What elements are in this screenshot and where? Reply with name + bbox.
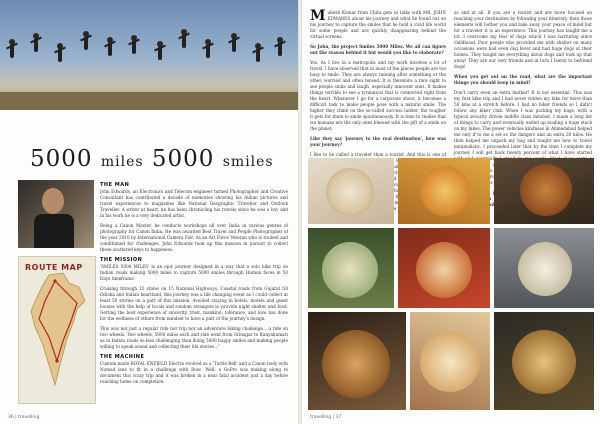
photo-dish-7 [308,312,406,410]
section-heading-man: THE MAN [100,182,130,188]
paragraph: John Edwards, an Electronics and Telecom engineer turned Photographer and Creative Consultant has contributed a decade of memories showing his Indian pictures and travel experiences to magazines like National Geographic Traveller and Outlook Traveller. A writer at heart, he has been chronicling his travels since he was a boy and in his work he is a very dedicated artist. [100,189,288,218]
photo-dish-8 [410,312,490,410]
india-map-shape [19,257,95,403]
answer: Don't carry even an extra feather! It is not essential. This was my first bike trip and I had never ridden my bike for more than 50 kms at a stretch before. I had no biker friends so I didn't follow any biker club. When I was packing my bags, with a typical security driven middle class mindset, I made a long list of things to carry and eventually ended up loading a huge stack on my bikes. The power vehicles kindness in Ahmedabad helped me only if to me a set so the dangers and an extra 20 kilos. He then helped me unpack my bag and taught me how to travel minimalistic. I proceeded later that by the time I complete my journey I will get back twenty percent of what I have started [454,90,592,155]
left-folio: 36 | travelling [8,415,40,420]
jumping-person [58,48,62,62]
headline-word-b: smiles [222,154,274,170]
photo-dish-1 [308,158,394,224]
jumping-person [232,38,236,52]
left-body-text [100,180,288,412]
portrait-face [42,188,64,214]
drop-cap: M [310,8,326,24]
right-page [302,0,600,424]
headline [30,146,274,172]
question: So John, the project Smiles 5000 Miles. We all can figure out the reason behind it but would you like to elaborate? [310,44,446,55]
route-map-image [18,256,96,404]
paragraph: This was not just a regular ride nor trip nor an adventure biking challenge... a ride on two wheels. Two wheels, 5000 miles each and ride went from Srinagar to Kanyakumari as in Indian roads so less challenging than doing 5000 happy smiles and making people willing to speak sound and collecting their life stories..." [100,326,288,349]
paragraph: Cruising through 15 states on 15 National Highways, Coastal roads from Gujarat till Odisha and Indian heartland, this journey was a life changing event as I could collect at least 50 stories on a part of this mission. Avoided staying in hotels, motels and guest houses with the help of locals and random strangers to provide night shelter and food. Getting the best experience of sincerity, trust, mankind, tolerance, and love has done for the wellness of others from mindset to have a part of the journey's design. [100,286,288,321]
photo-dish-6 [494,228,594,308]
right-folio: travelling | 37 [310,415,342,420]
left-page [0,0,298,424]
headline-number-b: 5000 [151,146,215,172]
answer: so and at all. If you are a tourist and are more focused on reaching your destination by following your itinerary, then those elements will bother you and take away your peace of mind but for a traveler it is an experience. This journey has taught me a lot. I overcome my fear of dogs which I was nurturing since childhood. Poor people who provided me with shelter on many occasions were had even dog fever and had huge dogs at their homes. They taught me everything about dogs and took up that away! They are our very friends and in turn I learnt to befriend dogs! [454,10,592,69]
section-heading-machine: THE MACHINE [100,354,145,360]
paragraph: 'SMILES 5000 MILES' is an epic journey designed in a way that a solo bike trip on Indian roads making 5000 miles to capture 5000 smiles through Human faces in 50 Days timeframe. [100,264,288,281]
jumping-person [108,42,112,56]
paragraph: Being a Canon Master, he conducts workshops all over India in various genres of photography for Canon India. He was awarded Best Travel and People Photographer of the year 2010 by International Camera Fair. As an Art Force Veteran who is trained and conditioned for challenges, John Edwards took up this mission in pursuit to collect these scattered keys to happiness. [100,223,288,252]
jumping-person [182,34,186,48]
jumping-person [10,44,14,58]
intro-paragraph [310,10,446,40]
photo-dish-9 [494,312,594,410]
headline-number-a: 5000 [30,146,93,172]
answer: I like to be called a traveler than a tourist. And this is one of the in [310,152,446,205]
jumping-person [158,46,162,60]
group-jumping-photo [0,0,298,110]
right-body-text-col2 [454,10,592,154]
paragraph: Custom made ROYAL ENFIELD Electra evolved as a 'Turtle Bell' and a Canon body with Nomad lens to fit in a challenge with Bosc. Well, a GoPro was making along to document this crazy trip and it was broken in a near fatal accident just a day before reaching home on completion. [100,361,288,384]
answer: Yes. As I live in a metropolis and my work involves a lot of travel, I have observed that in most of the places people are too busy to smile. They are always running after something or the other, worried and often tensed. It is therefore a rare sight to see people smile and laugh, especially innocent ones. It makes things terrible to see a tyrannical that is connected right from the heart. Whenever I go for a corporate shoot, it becomes a difficult task to make people pose with a natural smile. The higher they climb on the so-called success ladder, the tougher it gets for them to smile spontaneously. It is time to realise that we humans are the only ones blessed with the gift of a smile on the planet. [310,60,446,131]
portrait-body [34,214,74,248]
jumping-person [34,38,38,52]
photo-dish-4 [308,228,394,308]
jumping-person [84,36,88,50]
jumping-person [278,42,282,56]
author-portrait-photo [18,180,94,248]
photo-dish-5 [398,228,490,308]
jumping-person [256,48,260,62]
photo-dish-2 [398,158,490,224]
photo-dish-3 [494,158,594,224]
intro-text: ukesh Kumar from Chitu gets in talks with MR. JOHN EDWARDS about his journey and what he found out on his journey to capture the smiles that he hold a vivid life world for some people and are quickly disappearing behind the virtual screens. [310,10,446,39]
jumping-person [206,44,210,58]
route-map-label: ROUTE MAP [25,263,83,272]
question: When you get out on the road, what are the important things you should keep in mind? [454,74,592,85]
headline-word-a: miles [100,154,144,170]
section-heading-mission: THE MISSION [100,257,143,263]
food-photo-grid [308,158,594,410]
question: Like they say 'journey to the real destination', how was your journey? [310,136,446,147]
right-body-text-col1 [310,8,446,205]
jumping-person [132,40,136,54]
photo-ground [0,92,298,110]
